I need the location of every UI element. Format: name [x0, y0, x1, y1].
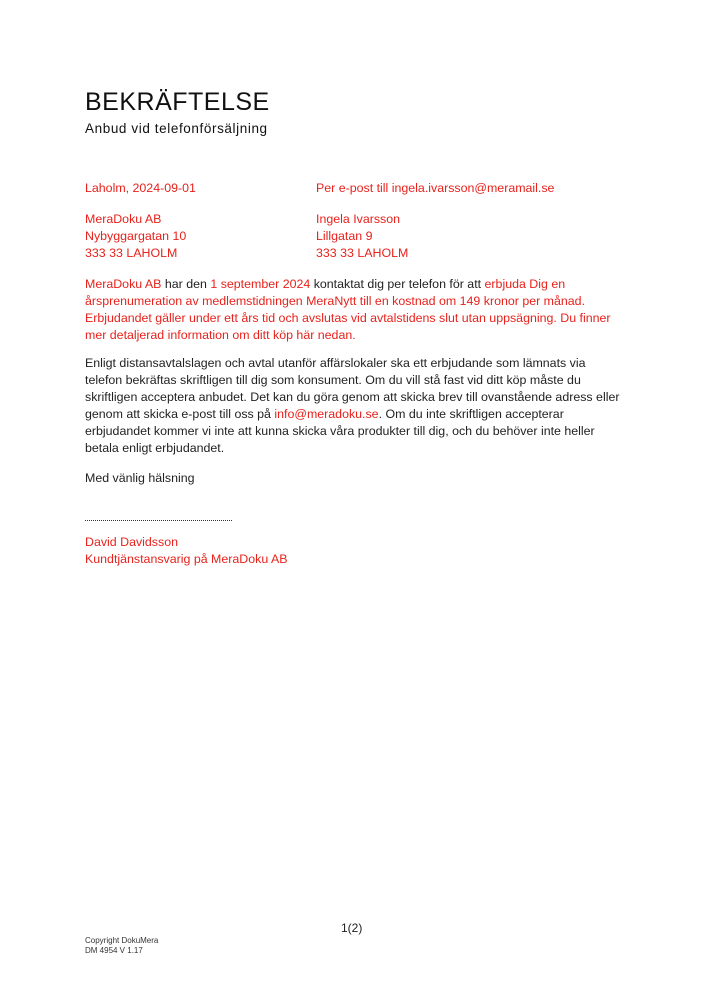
sender-postal: 333 33 LAHOLM: [85, 246, 178, 260]
contact-email-link[interactable]: info@meradoku.se: [274, 407, 379, 421]
intro-text-1: har den: [161, 277, 211, 291]
signer-role: Kundtjänstansvarig på MeraDoku AB: [85, 552, 288, 566]
signer-name: David Davidsson: [85, 535, 178, 549]
delivery-method: Per e-post till ingela.ivarsson@meramail.se: [316, 181, 555, 195]
intro-offer-line-3: Erbjudandet gäller under ett års tid och avslutas vid avtalstidens slut utan uppsägning. Du finner: [85, 311, 611, 325]
intro-date: 1 september 2024: [210, 277, 311, 291]
intro-text-2: kontaktat dig per telefon för att: [310, 277, 485, 291]
intro-offer-line-2: årsprenumeration av medlemstidningen MeraNytt till en kostnad om 149 kronor per månad.: [85, 294, 586, 308]
intro-company: MeraDoku AB: [85, 277, 162, 291]
signer-block: [85, 534, 288, 568]
sender-street: Nybyggargatan 10: [85, 229, 187, 243]
intro-paragraph: [85, 276, 625, 344]
page-number: 1(2): [341, 921, 363, 935]
recipient-postal: 333 33 LAHOLM: [316, 246, 409, 260]
body-line-6: betala enligt erbjudandet.: [85, 441, 225, 455]
document-subtitle: Anbud vid telefonförsäljning: [85, 121, 268, 136]
body-line-1: Enligt distansavtalslagen och avtal utanför affärslokaler ska ett erbjudande som lämnats via: [85, 356, 586, 370]
intro-offer-line-1: erbjuda Dig en: [484, 277, 566, 291]
footer-info: [85, 936, 158, 956]
footer-copyright: Copyright DokuMera: [85, 936, 159, 945]
document-title: BEKRÄFTELSE: [85, 88, 270, 116]
place-date: Laholm, 2024-09-01: [85, 181, 196, 195]
sender-name: MeraDoku AB: [85, 212, 162, 226]
body-line-4-post: . Om du inte skriftligen accepterar: [378, 407, 564, 421]
body-line-5: erbjudandet kommer vi inte att kunna skicka våra produkter till dig, och du behöver inte heller: [85, 424, 595, 438]
recipient-address: [316, 211, 408, 262]
sender-address: [85, 211, 186, 262]
intro-offer-line-4: mer detaljerad information om ditt köp här nedan.: [85, 328, 356, 342]
closing-greeting: Med vänlig hälsning: [85, 471, 195, 485]
body-line-4-pre: genom att skicka e-post till oss på: [85, 407, 275, 421]
footer-doc-id: DM 4954 V 1.17: [85, 946, 143, 955]
signature-line: [85, 520, 232, 521]
recipient-name: Ingela Ivarsson: [316, 212, 401, 226]
body-line-2: telefon bekräftas skriftligen till dig som konsument. Om du vill stå fast vid ditt köp måste du: [85, 373, 581, 387]
recipient-street: Lillgatan 9: [316, 229, 373, 243]
body-line-3: skriftligen acceptera anbudet. Det kan du göra genom att skicka brev till ovanstående adress eller: [85, 390, 620, 404]
body-paragraph: [85, 355, 625, 457]
